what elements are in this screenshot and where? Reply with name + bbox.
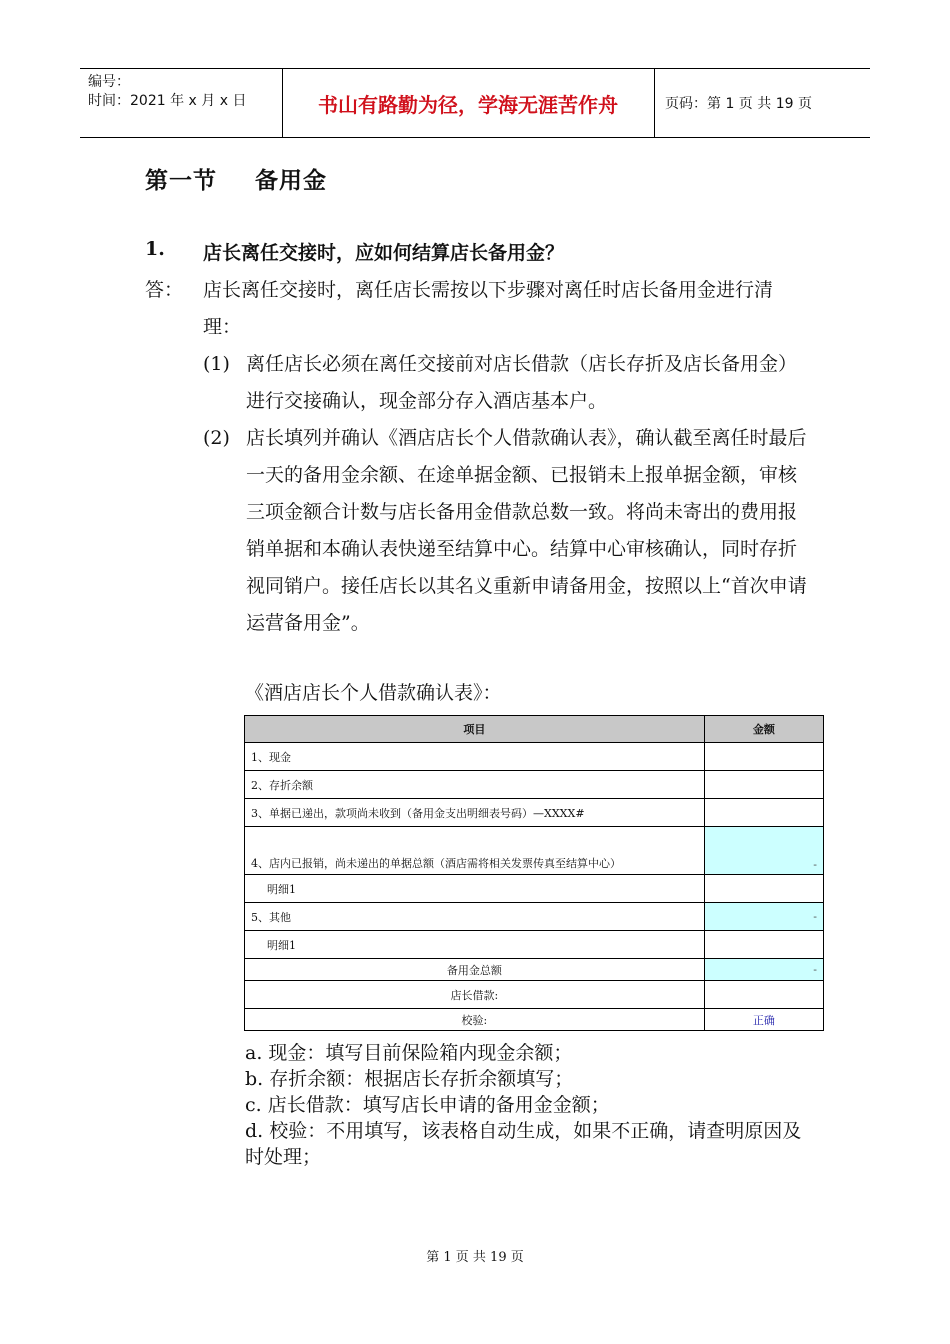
row-value: - bbox=[704, 903, 823, 931]
notes-list bbox=[245, 1040, 810, 1170]
row-label: 1、现金 bbox=[245, 743, 705, 771]
answer-item-text: 离任店长必须在离任交接前对店长借款（店长存折及店长备用金）进行交接确认，现金部分存入酒店基本户。 bbox=[246, 353, 798, 412]
header-divider bbox=[654, 69, 655, 137]
serial-label: 编号： bbox=[88, 74, 130, 90]
table-row bbox=[245, 1009, 824, 1031]
note-item: d. 校验：不用填写，该表格自动生成，如果不正确，请查明原因及时处理； bbox=[245, 1120, 802, 1168]
table-header-item: 项目 bbox=[245, 716, 705, 743]
row-label: 2、存折余额 bbox=[245, 771, 705, 799]
header-page-info: 页码：第 1 页 共 19 页 bbox=[665, 96, 812, 112]
table-row bbox=[245, 981, 824, 1009]
table-row bbox=[245, 827, 824, 875]
table-caption: 《酒店店长个人借款确认表》： bbox=[245, 682, 502, 704]
table-row bbox=[245, 743, 824, 771]
header-meta bbox=[88, 73, 278, 111]
answer-label: 答： bbox=[145, 279, 184, 301]
table-row bbox=[245, 959, 824, 981]
answer-item-number: (2) bbox=[203, 427, 230, 449]
note-item: b. 存折余额：根据店长存折余额填写； bbox=[245, 1068, 574, 1090]
answer-item-number: (1) bbox=[203, 353, 230, 375]
page-header bbox=[80, 68, 870, 138]
row-value: - bbox=[704, 959, 823, 981]
table-row bbox=[245, 799, 824, 827]
row-label: 明细1 bbox=[245, 931, 705, 959]
section-title-text: 备用金 bbox=[255, 167, 327, 194]
row-value bbox=[704, 799, 823, 827]
row-label: 4、店内已报销，尚未递出的单据总额（酒店需将相关发票传真至结算中心） bbox=[245, 827, 705, 875]
note-item: a. 现金：填写目前保险箱内现金余额； bbox=[245, 1042, 573, 1064]
row-value bbox=[704, 771, 823, 799]
note-item: c. 店长借款：填写店长申请的备用金金额； bbox=[245, 1094, 610, 1116]
page-footer: 第 1 页 共 19 页 bbox=[426, 1250, 524, 1265]
table-row bbox=[245, 903, 824, 931]
row-value bbox=[704, 931, 823, 959]
row-label: 校验: bbox=[245, 1009, 705, 1031]
row-label: 3、单据已递出，款项尚未收到（备用金支出明细表号码）—XXXX# bbox=[245, 799, 705, 827]
time-label: 时间：2021 年 x 月 x 日 bbox=[88, 93, 247, 109]
check-status: 正确 bbox=[704, 1009, 823, 1031]
row-value bbox=[704, 981, 823, 1009]
table-row bbox=[245, 771, 824, 799]
question-text: 店长离任交接时，应如何结算店长备用金？ bbox=[203, 242, 565, 264]
answer-intro: 店长离任交接时，离任店长需按以下步骤对离任时店长备用金进行清理： bbox=[203, 279, 774, 338]
row-value bbox=[704, 875, 823, 903]
answer-item-text: 店长填列并确认《酒店店长个人借款确认表》，确认截至离任时最后一天的备用金余额、在途单据金额、已报销未上报单据金额，审核三项金额合计数与店长备用金借款总数一致。将尚未寄出的费用报销单据和本确认表快递至结算中心。结算中心审核确认，同时存折视同销户。接任店长以其名义重新申请备用金，按照以上“首次申请运营备用金”。 bbox=[246, 427, 807, 634]
question-number: 1. bbox=[145, 238, 165, 260]
row-value bbox=[704, 743, 823, 771]
table-row bbox=[245, 875, 824, 903]
section-title bbox=[145, 162, 327, 195]
row-label: 明细1 bbox=[245, 875, 705, 903]
row-label: 店长借款: bbox=[245, 981, 705, 1009]
section-title-number: 第一节 bbox=[145, 167, 217, 194]
loan-confirmation-table bbox=[244, 715, 824, 1031]
row-value: - bbox=[704, 827, 823, 875]
row-label: 5、其他 bbox=[245, 903, 705, 931]
row-label: 备用金总额 bbox=[245, 959, 705, 981]
table-row bbox=[245, 931, 824, 959]
table-header-amount: 金额 bbox=[704, 716, 823, 743]
header-motto: 书山有路勤为径，学海无涯苦作舟 bbox=[318, 92, 618, 117]
